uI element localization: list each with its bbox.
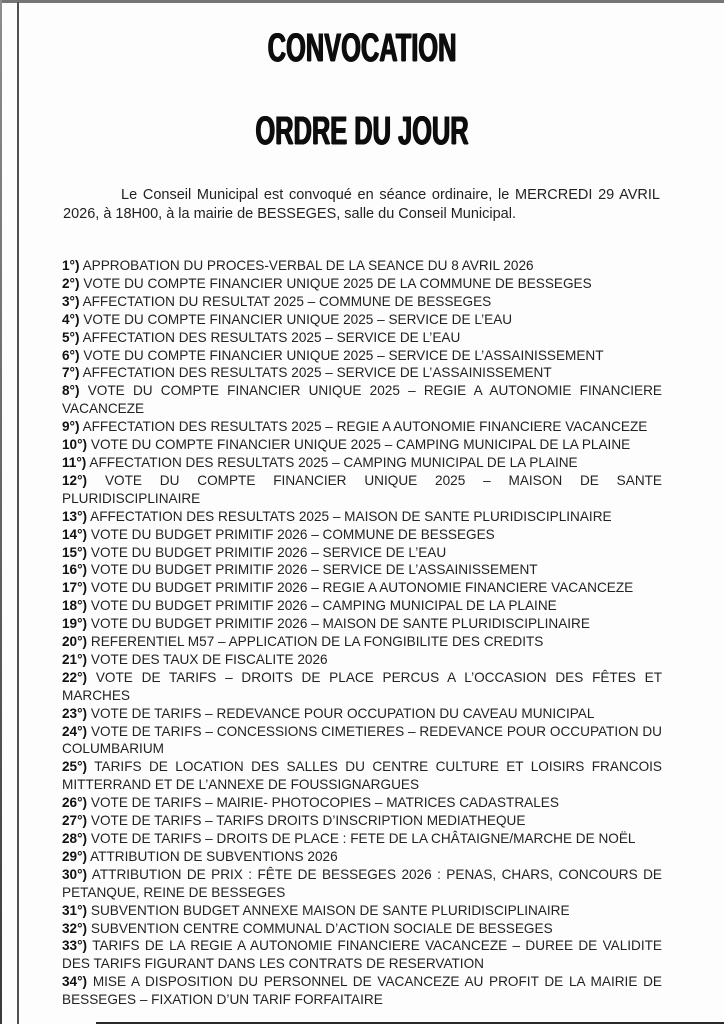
agenda-item-number: 27°) xyxy=(62,813,88,829)
agenda-item-text: VOTE DU COMPTE FINANCIER UNIQUE 2025 – REGIE A AUTONOMIE FINANCIERE VACANCEZE xyxy=(62,383,662,417)
agenda-item-number: 20°) xyxy=(62,634,88,650)
agenda-item-number: 1°) xyxy=(62,258,80,273)
agenda-item-text: VOTE DE TARIFS – TARIFS DROITS D’INSCRIPTION MEDIATHEQUE xyxy=(90,813,526,829)
agenda-item xyxy=(62,848,662,866)
agenda-item xyxy=(62,723,662,759)
agenda-item-text: AFFECTATION DES RESULTATS 2025 – SERVICE DE L’ASSAINISSEMENT xyxy=(82,365,552,381)
agenda-item-number: 7°) xyxy=(62,365,80,381)
document-title: CONVOCATION xyxy=(267,25,457,70)
agenda-item-text: VOTE DE TARIFS – MAIRIE- PHOTOCOPIES – MATRICES CADASTRALES xyxy=(90,795,559,811)
agenda-item-number: 8°) xyxy=(62,383,80,399)
agenda-item-text: VOTE DE TARIFS – REDEVANCE POUR OCCUPATION DU CAVEAU MUNICIPAL xyxy=(90,705,595,721)
agenda-item xyxy=(62,275,662,293)
agenda-item-number: 33°) xyxy=(62,938,88,954)
agenda-item xyxy=(62,669,662,705)
agenda-item-text: TARIFS DE LOCATION DES SALLES DU CENTRE CULTURE ET LOISIRS FRANCOIS MITTERRAND ET DE L’ANNEXE DE FOUSSIGNARGUES xyxy=(62,759,662,793)
agenda-item xyxy=(62,579,662,597)
agenda-item-number: 34°) xyxy=(62,974,88,990)
agenda-item-text: VOTE DU BUDGET PRIMITIF 2026 – CAMPING MUNICIPAL DE LA PLAINE xyxy=(90,598,557,614)
agenda-item-text: VOTE DU COMPTE FINANCIER UNIQUE 2025 – CAMPING MUNICIPAL DE LA PLAINE xyxy=(90,437,631,453)
agenda-item xyxy=(62,633,662,651)
agenda-item-text: AFFECTATION DES RESULTATS 2025 – MAISON DE SANTE PLURIDISCIPLINAIRE xyxy=(90,508,612,524)
agenda-item-number: 23°) xyxy=(62,705,88,721)
agenda-item xyxy=(62,812,662,830)
agenda-item-text: VOTE DE TARIFS – CONCESSIONS CIMETIERES – REDEVANCE POUR OCCUPATION DU COLUMBARIUM xyxy=(62,723,662,757)
agenda-item-number: 4°) xyxy=(62,311,80,327)
agenda-item-text: APPROBATION DU PROCES-VERBAL DE LA SEANCE DU 8 AVRIL 2026 xyxy=(82,258,534,273)
agenda-item-text: SUBVENTION CENTRE COMMUNAL D’ACTION SOCIALE DE BESSEGES xyxy=(90,920,553,936)
agenda-item-number: 21°) xyxy=(62,651,88,667)
agenda-item xyxy=(62,597,662,615)
document-subtitle-row xyxy=(0,61,724,153)
agenda-list xyxy=(62,257,662,1009)
agenda-item xyxy=(62,364,662,382)
agenda-item-number: 13°) xyxy=(62,508,88,524)
agenda-item xyxy=(62,973,662,1009)
agenda-item-text: SUBVENTION BUDGET ANNEXE MAISON DE SANTE PLURIDISCIPLINAIRE xyxy=(90,902,570,918)
agenda-item-text: MISE A DISPOSITION DU PERSONNEL DE VACANCEZE AU PROFIT DE LA MAIRIE DE BESSEGES – FIXATION D’UN TARIF FORFAITAIRE xyxy=(62,974,662,1008)
agenda-item-text: VOTE DU COMPTE FINANCIER UNIQUE 2025 – MAISON DE SANTE PLURIDISCIPLINAIRE xyxy=(62,472,663,506)
agenda-item-number: 14°) xyxy=(62,526,88,542)
scan-edge-top xyxy=(0,0,724,3)
agenda-item-number: 11°) xyxy=(62,454,87,470)
agenda-item-number: 6°) xyxy=(62,347,80,363)
agenda-item-number: 31°) xyxy=(62,902,88,918)
agenda-item-text: AFFECTATION DU RESULTAT 2025 – COMMUNE DE BESSEGES xyxy=(82,293,492,309)
agenda-item-text: ATTRIBUTION DE PRIX : FÊTE DE BESSEGES 2026 : PENAS, CHARS, CONCOURS DE PETANQUE, REINE DE BESSEGES xyxy=(62,866,662,900)
agenda-item-text: VOTE DE TARIFS – DROITS DE PLACE : FETE DE LA CHÂTAIGNE/MARCHE DE NOËL xyxy=(90,831,636,846)
agenda-item-number: 10°) xyxy=(62,437,88,453)
agenda-item xyxy=(62,347,662,365)
agenda-item-number: 3°) xyxy=(62,293,80,309)
agenda-item-text: REFERENTIEL M57 – APPLICATION DE LA FONGIBILITE DES CREDITS xyxy=(90,634,544,650)
document-title-row xyxy=(0,0,724,70)
document-subtitle: ORDRE DU JOUR xyxy=(255,108,469,153)
agenda-item-text: VOTE DU BUDGET PRIMITIF 2026 – REGIE A AUTONOMIE FINANCIERE VACANCEZE xyxy=(90,580,634,596)
agenda-item xyxy=(62,382,662,418)
agenda-item-number: 5°) xyxy=(62,329,80,345)
agenda-item xyxy=(62,758,662,794)
agenda-item-number: 16°) xyxy=(62,562,88,578)
agenda-item xyxy=(62,508,662,526)
agenda-item-number: 26°) xyxy=(62,795,88,811)
agenda-item xyxy=(62,937,662,973)
agenda-item xyxy=(62,293,662,311)
scan-edge-left xyxy=(0,0,2,1024)
agenda-item-text: ATTRIBUTION DE SUBVENTIONS 2026 xyxy=(90,848,338,864)
agenda-item-text: AFFECTATION DES RESULTATS 2025 – SERVICE DE L’EAU xyxy=(82,329,461,345)
agenda-item-number: 19°) xyxy=(62,616,88,632)
agenda-item-text: VOTE DE TARIFS – DROITS DE PLACE PERCUS A L’OCCASION DES FÊTES ET MARCHES xyxy=(62,669,663,703)
agenda-item-number: 22°) xyxy=(62,669,88,685)
agenda-item xyxy=(62,257,662,275)
agenda-item xyxy=(62,705,662,723)
agenda-item xyxy=(62,436,662,454)
agenda-item xyxy=(62,561,662,579)
agenda-item-number: 9°) xyxy=(62,419,80,435)
agenda-item-text: VOTE DU COMPTE FINANCIER UNIQUE 2025 – SERVICE DE L’EAU xyxy=(83,311,513,327)
agenda-item xyxy=(62,902,662,920)
agenda-item-number: 2°) xyxy=(62,275,80,291)
agenda-item xyxy=(62,418,662,436)
agenda-item-number: 17°) xyxy=(62,580,88,596)
agenda-item-number: 12°) xyxy=(62,472,88,488)
agenda-item xyxy=(62,311,662,329)
agenda-item xyxy=(62,920,662,938)
agenda-item-number: 29°) xyxy=(62,848,88,864)
agenda-item-text: AFFECTATION DES RESULTATS 2025 – REGIE A AUTONOMIE FINANCIERE VACANCEZE xyxy=(82,419,648,435)
agenda-item xyxy=(62,544,662,562)
agenda-item-number: 18°) xyxy=(62,598,88,614)
agenda-item-text: VOTE DU BUDGET PRIMITIF 2026 – SERVICE DE L’EAU xyxy=(90,544,447,560)
agenda-item xyxy=(62,794,662,812)
agenda-item-text: VOTE DES TAUX DE FISCALITE 2026 xyxy=(90,651,328,667)
agenda-item-number: 32°) xyxy=(62,920,88,936)
agenda-item xyxy=(62,866,662,902)
agenda-item-number: 15°) xyxy=(62,544,88,560)
agenda-item-number: 24°) xyxy=(62,723,88,739)
agenda-item xyxy=(62,454,662,472)
agenda-item-number: 25°) xyxy=(62,759,88,775)
agenda-item-number: 28°) xyxy=(62,831,88,846)
convocation-intro-paragraph: Le Conseil Municipal est convoqué en séance ordinaire, le MERCREDI 29 AVRIL 2026, à 18H00, à la mairie de BESSEGES, salle du Conseil Municipal. xyxy=(63,187,660,222)
agenda-item-number: 30°) xyxy=(62,866,88,882)
agenda-item-text: AFFECTATION DES RESULTATS 2025 – CAMPING MUNICIPAL DE LA PLAINE xyxy=(89,454,578,470)
agenda-item xyxy=(62,329,662,347)
agenda-item-text: VOTE DU BUDGET PRIMITIF 2026 – MAISON DE SANTE PLURIDISCIPLINAIRE xyxy=(90,616,590,632)
agenda-item xyxy=(62,615,662,633)
agenda-item-text: VOTE DU COMPTE FINANCIER UNIQUE 2025 – SERVICE DE L’ASSAINISSEMENT xyxy=(83,347,604,363)
agenda-item-text: VOTE DU COMPTE FINANCIER UNIQUE 2025 DE LA COMMUNE DE BESSEGES xyxy=(83,275,592,291)
agenda-item-text: VOTE DU BUDGET PRIMITIF 2026 – SERVICE DE L’ASSAINISSEMENT xyxy=(90,562,538,578)
agenda-item-text: TARIFS DE LA REGIE A AUTONOMIE FINANCIERE VACANCEZE – DUREE DE VALIDITE DES TARIFS FIGURANT DANS LES CONTRATS DE RESERVATION xyxy=(62,938,662,972)
scan-fold-line xyxy=(17,2,19,1024)
agenda-item-text: VOTE DU BUDGET PRIMITIF 2026 – COMMUNE DE BESSEGES xyxy=(90,526,495,542)
agenda-item xyxy=(62,651,662,669)
agenda-item xyxy=(62,472,662,508)
agenda-item xyxy=(62,526,662,544)
agenda-item xyxy=(62,830,662,848)
